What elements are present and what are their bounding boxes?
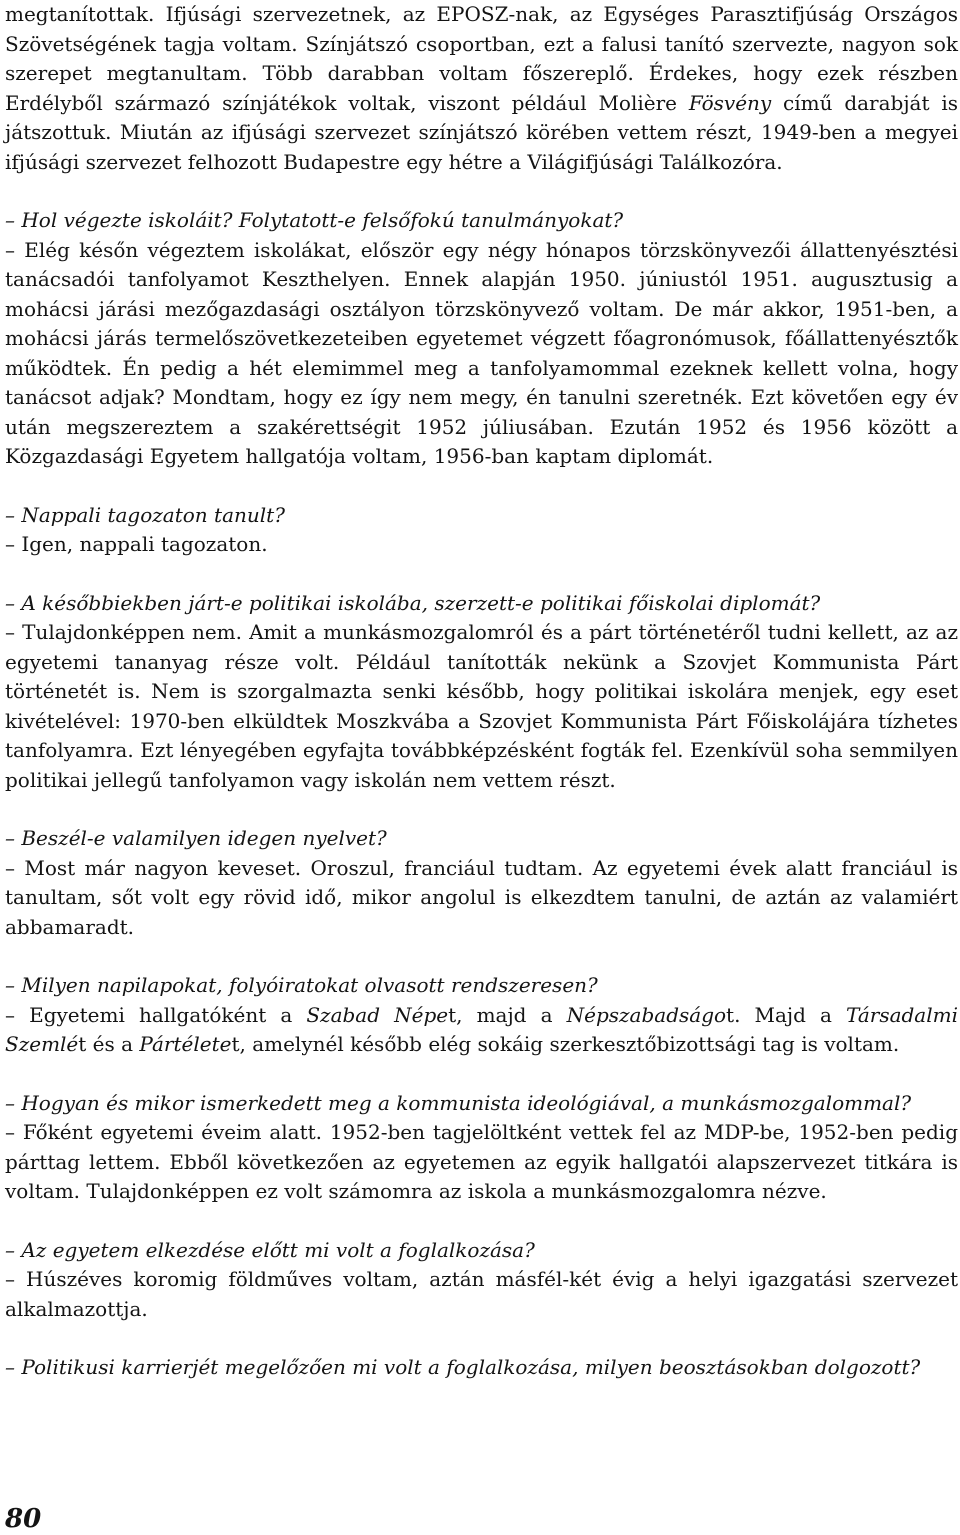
italic-title: Szabad Népe [306,1002,449,1027]
interview-answer [5,236,958,472]
italic-title: Pártélete [139,1032,232,1056]
page-number: 80 [5,1504,42,1534]
paragraph-gap [5,1207,958,1236]
text-run: t, majd a [448,1002,567,1027]
italic-title: Fösvény [688,90,772,115]
text-run: – Most már nagyon keveset. Oroszul, franciául tudtam. Az egyetemi évek alatt franciául is tanultam, sőt volt egy rövid idő, mikor angolul is elkezdtem tanulni, de aztán az valamiért abbamaradt. [5,855,958,939]
text-run: – Egyetemi hallgatóként a [5,1002,307,1027]
interview-question [5,501,958,531]
body-paragraph [5,0,958,177]
paragraph-gap [5,1324,958,1353]
interview-answer [5,854,958,943]
text-run: – Hogyan és mikor ismerkedett meg a kommunista ideológiával, a munkásmozgalommal? [5,1090,912,1115]
text-run: t. Majd a [726,1002,847,1027]
text-run: című darabját is játszottuk. Miután az ifjúsági szervezet színjátszó körében vettem részt, 1949-ben a megyei ifjúsági szervezet felhozott Budapestre egy hétre a Világifjúsági Találkozóra. [5,90,958,174]
interview-question [5,206,958,236]
interview-question [5,1236,958,1266]
text-run: megtanítottak. Ifjúsági szervezetnek, az EPOSZ-nak, az Egységes Parasztifjúság Országos Szövetségének tagja voltam. Színjátszó csoportban, ezt a falusi tanító szervezte, nagyon sok szerepet megtanultam. Több darabban voltam főszereplő. Érdekes, hogy ezek részben Erdélyből származó színjátékok voltak, viszont például Molière [5,2,958,115]
interview-question [5,589,958,619]
interview-answer [5,618,958,795]
paragraph-gap [5,560,958,589]
text-run: – Nappali tagozaton tanult? [5,502,285,527]
page-body [5,0,958,1383]
paragraph-gap [5,177,958,206]
interview-question [5,971,958,1001]
interview-question [5,1089,958,1119]
text-run: – A későbbiekben járt-e politikai iskolába, szerzett-e politikai főiskolai diplomát? [5,590,821,615]
paragraph-gap [5,795,958,824]
text-run: – Az egyetem elkezdése előtt mi volt a foglalkozása? [5,1237,535,1262]
text-run: t és a [78,1032,140,1056]
paragraph-gap [5,942,958,971]
italic-title: Társadalmi Szemlé [5,1002,958,1056]
paragraph-gap [5,472,958,501]
text-run: – Hol végezte iskoláit? Folytatott-e felsőfokú tanulmányokat? [5,208,624,232]
text-run: – Húszéves koromig földműves voltam, aztán másfél-két évig a helyi igazgatási szervezet alkalmazottja. [5,1267,958,1321]
text-run: – Főként egyetemi éveim alatt. 1952-ben tagjelöltként vettek fel az MDP-be, 1952-ben pedig párttag lettem. Ebből következően az egyetemen az egyik hallgatói alapszervezet titkára is voltam. Tulajdonképpen ez volt számomra az iskola a munkásmozgalomra nézve. [5,1120,958,1203]
text-run: – Igen, nappali tagozaton. [5,532,268,556]
interview-answer [5,1118,958,1207]
interview-answer [5,1001,958,1060]
italic-title: Népszabadságo [566,1002,727,1027]
paragraph-gap [5,1060,958,1089]
text-run: t, amelynél később elég sokáig szerkesztőbizottsági tag is voltam. [231,1032,900,1056]
text-run: – Beszél-e valamilyen idegen nyelvet? [5,826,387,850]
text-run: – Tulajdonképpen nem. Amit a munkásmozgalomról és a párt történetéről tudni kellett, az az egyetemi tananyag része volt. Például tanították nekünk a Szovjet Kommunista Párt történetét is. Nem is szorgalmazta senki később, hogy politikai iskolára menjek, egy eset kivételével: 1970-ben elküldtek Moszkvába a Szovjet Kommunista Párt Főiskolájára tízhetes tanfolyamra. Ezt lényegében egyfajta továbbképzésként fogták fel. Ezenkívül soha semmilyen politikai jellegű tanfolyamon vagy iskolán nem vettem részt. [5,620,958,792]
text-run: – Milyen napilapokat, folyóiratokat olvasott rendszeresen? [5,973,598,997]
interview-question [5,1353,958,1383]
interview-question [5,824,958,854]
text-run: – Elég későn végeztem iskolákat, először egy négy hónapos törzskönyvezői állattenyésztési tanácsadói tanfolyamot Keszthelyen. Ennek alapján 1950. júniustól 1951. augusztusig a mohácsi járási mezőgazdasági osztályon törzskönyvező voltam. De már akkor, 1951-ben, a mohácsi járás termelőszövetkezeteiben egyetemet végzett főagronómusok, főállattenyésztők működtek. Én pedig a hét elemimmel meg a tanfolyamommal ezeknek kellett volna, hogy tanácsot adjak? Mondtam, hogy ez így nem megy, én tanulni szeretnék. Ezt követően egy év után megszereztem a szakérettségit 1952 júliusában. Ezután 1952 és 1956 között a Közgazdasági Egyetem hallgatója voltam, 1956-ban kaptam diplomát. [5,237,958,468]
interview-answer [5,530,958,560]
interview-answer [5,1265,958,1324]
text-run: – Politikusi karrierjét megelőzően mi volt a foglalkozása, milyen beosztásokban dolgozott? [5,1355,921,1379]
